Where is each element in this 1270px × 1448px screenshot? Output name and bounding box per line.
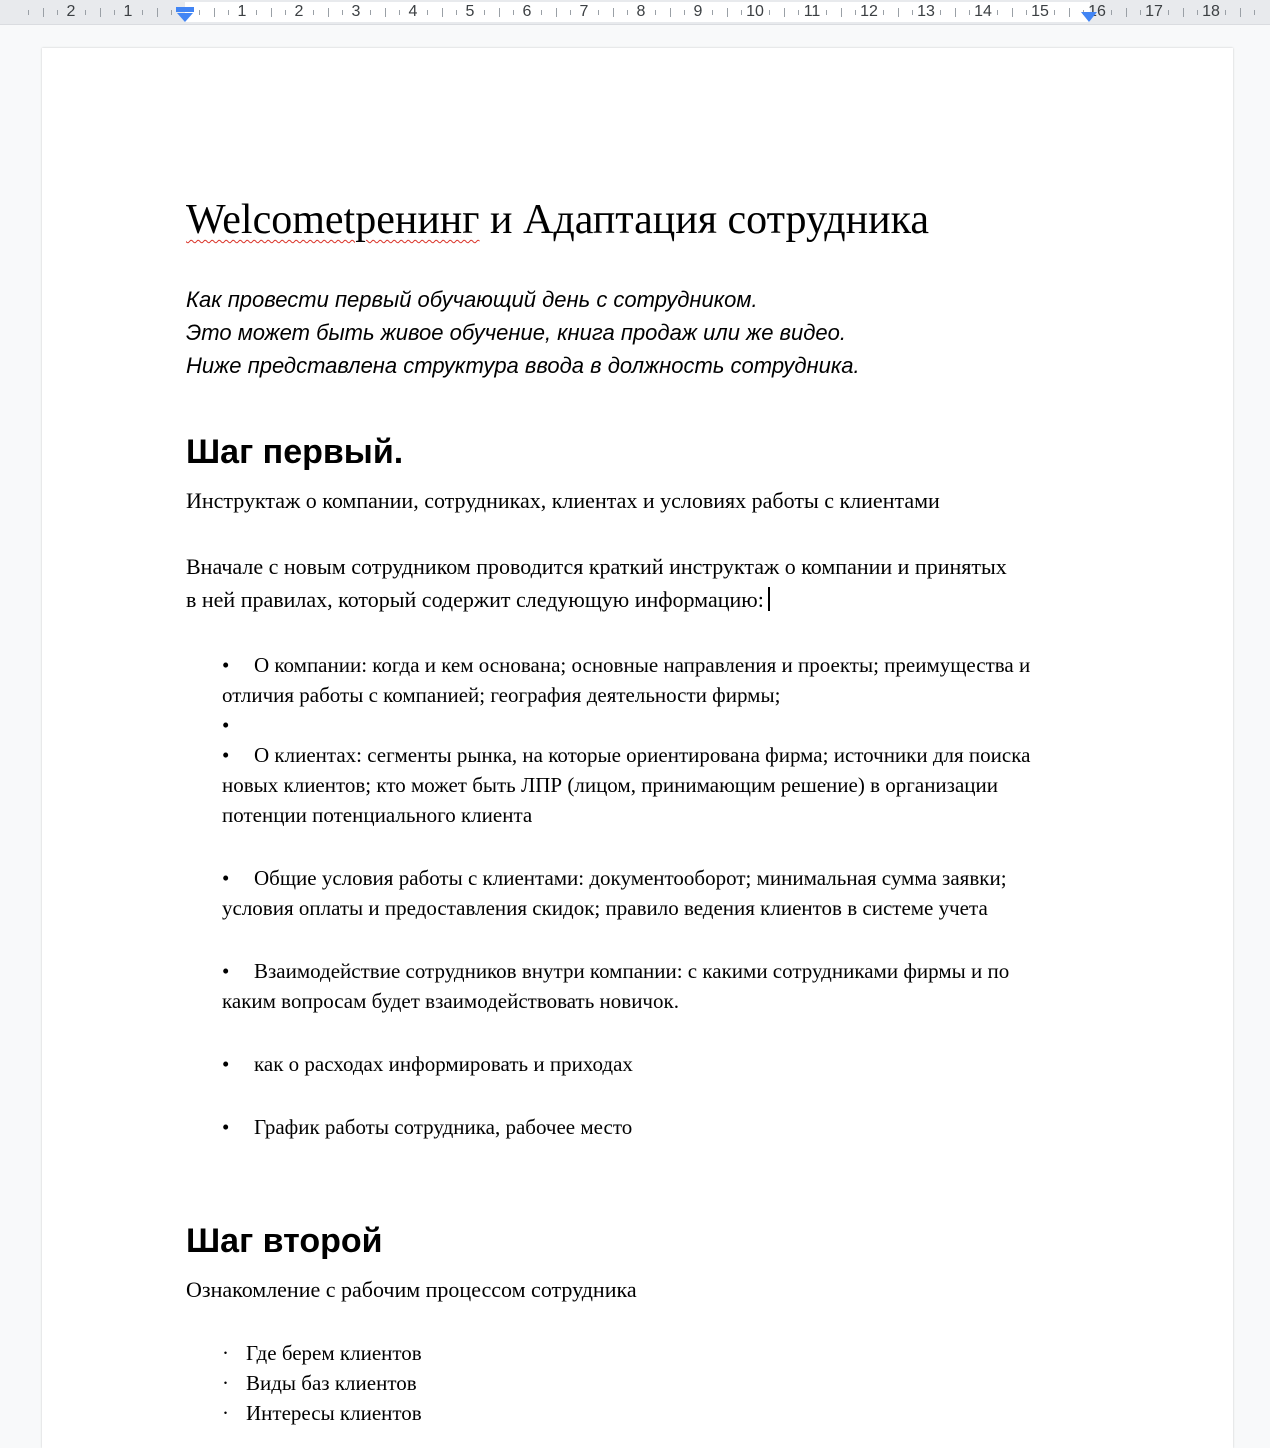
ruler-tick — [1140, 10, 1141, 15]
ruler-number: 1 — [237, 3, 247, 20]
document-title: Welcometренинг и Адаптация сотрудника — [186, 197, 930, 243]
ruler-tick — [613, 8, 614, 17]
ruler-tick — [28, 10, 29, 15]
ruler-tick — [955, 8, 956, 17]
ruler-tick — [484, 10, 485, 15]
ruler-tick — [556, 8, 557, 17]
ruler-tick — [427, 10, 428, 15]
ruler-number: 15 — [1031, 3, 1049, 20]
ruler-tick — [442, 8, 443, 17]
ruler-tick — [1197, 10, 1198, 15]
ruler-number: 10 — [746, 3, 764, 20]
ruler-tick — [670, 8, 671, 17]
bullet-list-item: • График работы сотрудника, рабочее место — [222, 1112, 632, 1142]
ruler-tick — [1126, 8, 1127, 17]
ruler-tick — [997, 10, 998, 15]
ruler-tick — [370, 10, 371, 15]
ruler-tick — [342, 10, 343, 15]
bullet-list-item: · Интересы клиентов — [222, 1401, 422, 1425]
ruler-number: 13 — [917, 3, 935, 20]
ruler-tick — [712, 10, 713, 15]
ruler-tick — [456, 10, 457, 15]
bullet-icon: • — [222, 743, 230, 767]
bullet-icon: • — [222, 653, 230, 677]
step2-lead: Ознакомление с рабочим процессом сотрудника — [186, 1277, 637, 1302]
bullet-icon: · — [222, 1341, 229, 1365]
ruler-tick — [313, 10, 314, 15]
ruler-tick — [855, 10, 856, 15]
bullet-list-item: • как о расходах информировать и приходах — [222, 1049, 633, 1079]
bullet-list-item: отличия работы с компанией; география деятельности фирмы; — [222, 683, 781, 707]
ruler-tick — [741, 10, 742, 15]
ruler-tick — [598, 10, 599, 15]
bullet-list-item: • О компании: когда и кем основана; основные направления и проекты; преимущества и — [222, 650, 1030, 680]
ruler-tick — [142, 10, 143, 15]
bullet-list-item: · Где берем клиентов — [222, 1341, 422, 1365]
ruler-number: 1 — [123, 3, 133, 20]
ruler-tick — [100, 8, 101, 17]
ruler-tick — [399, 10, 400, 15]
bullet-list-item — [222, 710, 254, 740]
ruler-tick — [940, 10, 941, 15]
step1-paragraph-line: в ней правилах, который содержит следующую информацию: — [186, 587, 770, 613]
step1-heading: Шаг первый. — [186, 433, 404, 471]
ruler-number: 5 — [465, 3, 475, 20]
bullet-list-item: каким вопросам будет взаимодействовать новичок. — [222, 989, 679, 1013]
ruler-tick — [256, 10, 257, 15]
ruler-tick — [214, 8, 215, 17]
ruler-tick — [912, 10, 913, 15]
ruler-number: 18 — [1202, 3, 1220, 20]
subtitle-line: Это может быть живое обучение, книга продаж или же видео. — [186, 320, 846, 345]
bullet-list-item: потенции потенциального клиента — [222, 803, 533, 827]
horizontal-ruler[interactable] — [0, 0, 1270, 25]
bullet-icon: • — [222, 713, 230, 737]
bullet-list-item: • О клиентах: сегменты рынка, на которые ориентирована фирма; источники для поиска — [222, 740, 1030, 770]
ruler-tick — [385, 8, 386, 17]
ruler-number: 9 — [693, 3, 703, 20]
ruler-number: 2 — [66, 3, 76, 20]
ruler-tick — [1183, 8, 1184, 17]
ruler-tick — [727, 8, 728, 17]
ruler-number: 8 — [636, 3, 646, 20]
bullet-icon: · — [222, 1401, 229, 1425]
ruler-number: 6 — [522, 3, 532, 20]
subtitle-line: Как провести первый обучающий день с сотрудником. — [186, 287, 758, 312]
ruler-tick — [43, 8, 44, 17]
ruler-tick — [157, 8, 158, 17]
bullet-icon: • — [222, 1052, 230, 1076]
ruler-tick — [499, 8, 500, 17]
ruler-tick — [1225, 10, 1226, 15]
right-indent-marker[interactable] — [1081, 12, 1097, 22]
ruler-number: 4 — [408, 3, 418, 20]
misspelled-word[interactable]: Welcometренинг — [186, 197, 480, 243]
ruler-tick — [513, 10, 514, 15]
ruler-tick — [271, 8, 272, 17]
ruler-tick — [85, 10, 86, 15]
ruler-tick — [1254, 10, 1255, 15]
ruler-tick — [1111, 10, 1112, 15]
ruler-tick — [898, 8, 899, 17]
ruler-tick — [1069, 8, 1070, 17]
bullet-list-item: • Общие условия работы с клиентами: документооборот; минимальная сумма заявки; — [222, 863, 1007, 893]
ruler-number: 16 — [1088, 3, 1106, 20]
bullet-icon: • — [222, 1115, 230, 1139]
ruler-tick — [328, 8, 329, 17]
ruler-number: 17 — [1145, 3, 1163, 20]
bullet-list-item: условия оплаты и предоставления скидок; правило ведения клиентов в системе учета — [222, 896, 988, 920]
ruler-tick — [1026, 10, 1027, 15]
bullet-icon: · — [222, 1371, 229, 1395]
ruler-tick — [655, 10, 656, 15]
bullet-list-item: новых клиентов; кто может быть ЛПР (лицом, принимающим решение) в организации — [222, 773, 999, 797]
subtitle-line: Ниже представлена структура ввода в должность сотрудника. — [186, 353, 860, 378]
ruler-tick — [684, 10, 685, 15]
ruler-tick — [1012, 8, 1013, 17]
ruler-tick — [114, 10, 115, 15]
ruler-tick — [171, 10, 172, 15]
ruler-tick — [285, 10, 286, 15]
ruler-number: 12 — [860, 3, 878, 20]
ruler-tick — [541, 10, 542, 15]
ruler-number: 2 — [294, 3, 304, 20]
bullet-list-item: · Виды баз клиентов — [222, 1371, 417, 1395]
ruler-tick — [1168, 10, 1169, 15]
step1-lead: Инструктаж о компании, сотрудниках, клиентах и условиях работы с клиентами — [186, 488, 940, 513]
ruler-number: 14 — [974, 3, 992, 20]
left-indent-marker[interactable] — [177, 13, 193, 22]
ruler-number: 11 — [803, 3, 821, 20]
ruler-tick — [228, 10, 229, 15]
ruler-tick — [1054, 10, 1055, 15]
text-cursor — [768, 587, 770, 611]
ruler-tick — [627, 10, 628, 15]
ruler-tick — [784, 8, 785, 17]
bullet-list-item: • Взаимодействие сотрудников внутри компании: с какими сотрудниками фирмы и по — [222, 956, 1009, 986]
ruler-tick — [798, 10, 799, 15]
bullet-icon: • — [222, 959, 230, 983]
bullet-icon: • — [222, 866, 230, 890]
ruler-number: 3 — [351, 3, 361, 20]
ruler-tick — [969, 10, 970, 15]
step2-heading: Шаг второй — [186, 1222, 383, 1260]
step1-paragraph-line: Вначале с новым сотрудником проводится краткий инструктаж о компании и принятых — [186, 554, 1007, 579]
ruler-tick — [769, 10, 770, 15]
ruler-tick — [826, 10, 827, 15]
ruler-tick — [57, 10, 58, 15]
ruler-tick — [1240, 8, 1241, 17]
ruler-tick — [841, 8, 842, 17]
first-line-indent-marker[interactable] — [176, 7, 194, 12]
ruler-tick — [883, 10, 884, 15]
ruler-number: 7 — [579, 3, 589, 20]
ruler-tick — [199, 10, 200, 15]
ruler-tick — [570, 10, 571, 15]
